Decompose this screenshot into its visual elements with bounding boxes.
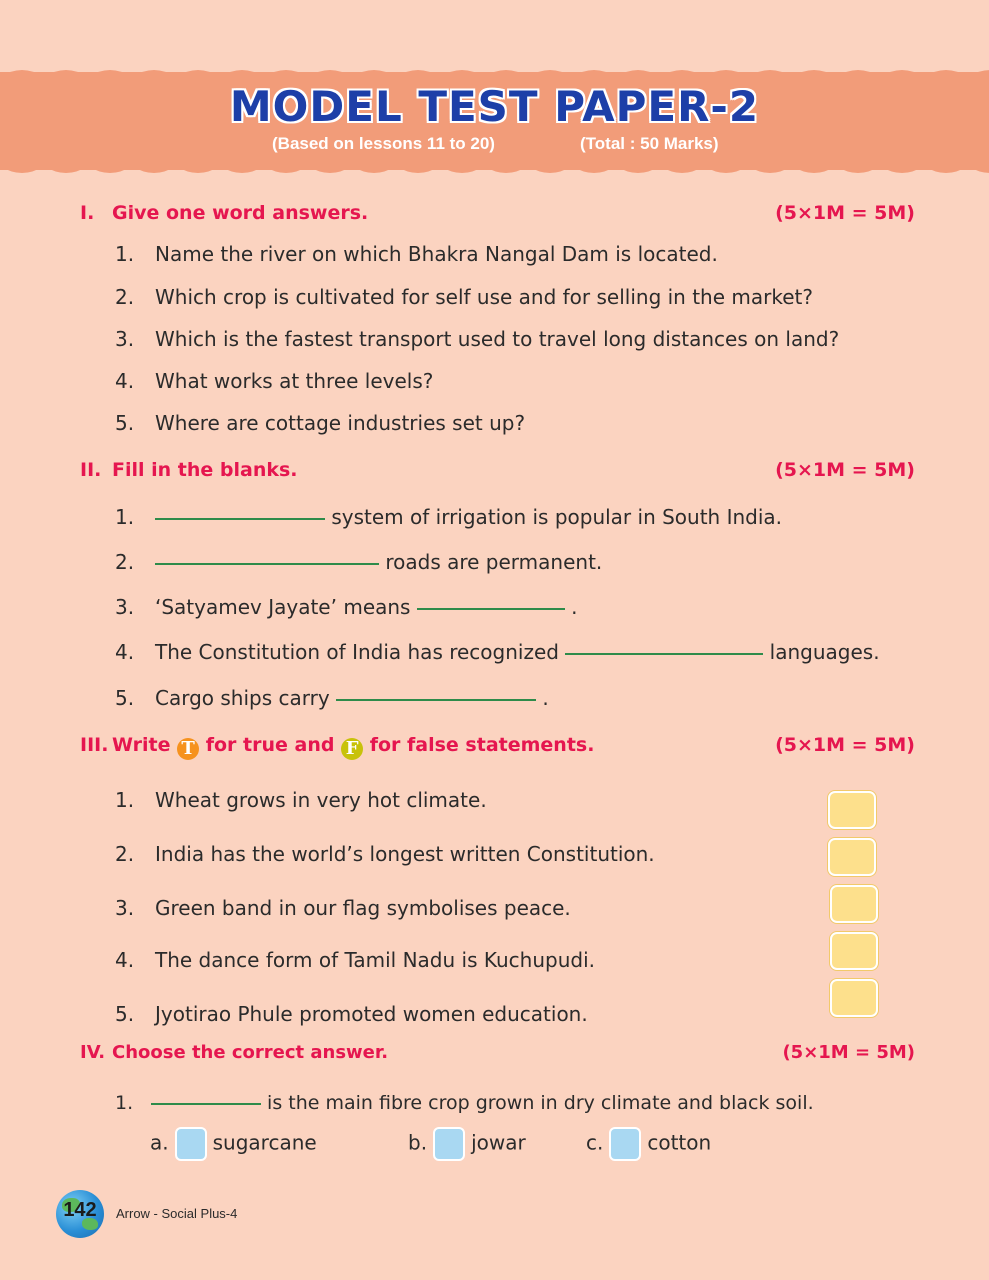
question-number: 1. [115, 1092, 134, 1114]
question-text: Jyotirao Phule promoted women education. [155, 1002, 588, 1026]
option-text: jowar [471, 1130, 526, 1155]
question-4-1 [115, 1092, 814, 1114]
question-2-3 [115, 595, 578, 619]
question-text-after: . [564, 595, 578, 619]
option-b[interactable] [408, 1127, 526, 1161]
question-number: 3. [115, 327, 135, 351]
section-number: II. [80, 459, 102, 481]
section-4-marks: (5×1M = 5M) [782, 1042, 915, 1063]
answer-box-5[interactable] [830, 979, 878, 1017]
total-marks: (Total : 50 Marks) [580, 134, 719, 153]
banner-scallop-bottom [0, 166, 989, 176]
answer-blank[interactable] [417, 607, 565, 610]
question-text-after: languages. [763, 640, 880, 664]
option-letter: b. [408, 1130, 428, 1155]
question-text: Which is the fastest transport used to travel long distances on land? [155, 327, 840, 351]
answer-blank[interactable] [155, 562, 379, 565]
answer-box-4[interactable] [830, 932, 878, 970]
question-number: 4. [115, 369, 135, 393]
question-1-2 [115, 285, 813, 309]
section-1-heading [80, 202, 368, 224]
question-1-5 [115, 411, 525, 435]
page-title: MODEL TEST PAPER-2 [229, 82, 760, 131]
question-text: Which crop is cultivated for self use and for selling in the market? [155, 285, 813, 309]
answer-blank[interactable] [336, 698, 536, 701]
question-3-1 [115, 788, 487, 812]
answer-blank[interactable] [565, 652, 763, 655]
answer-blank[interactable] [151, 1102, 261, 1105]
section-3-marks: (5×1M = 5M) [775, 734, 915, 756]
false-letter-icon: F [341, 738, 363, 760]
question-2-1 [115, 505, 782, 529]
question-text: Name the river on which Bhakra Nangal Dam is located. [155, 242, 718, 266]
page-number: 142 [63, 1199, 97, 1221]
question-3-2 [115, 842, 655, 866]
option-checkbox[interactable] [175, 1127, 207, 1161]
question-text: is the main fibre crop grown in dry climate and black soil. [261, 1092, 814, 1114]
option-a[interactable] [150, 1127, 317, 1161]
answer-blank[interactable] [155, 517, 325, 520]
question-number: 1. [115, 505, 135, 529]
question-text: Green band in our flag symbolises peace. [155, 896, 571, 920]
section-title: Choose the correct answer. [112, 1042, 389, 1063]
section-title-part: for true and [205, 734, 335, 756]
question-text-before: Cargo ships carry [155, 686, 337, 710]
question-text: The dance form of Tamil Nadu is Kuchupudi. [155, 948, 595, 972]
question-number: 3. [115, 595, 135, 619]
question-1-4 [115, 369, 433, 393]
question-2-5 [115, 686, 549, 710]
question-number: 3. [115, 896, 135, 920]
section-number: III. [80, 734, 109, 756]
question-number: 1. [115, 788, 135, 812]
question-number: 5. [115, 411, 135, 435]
option-checkbox[interactable] [609, 1127, 641, 1161]
question-number: 5. [115, 686, 135, 710]
question-number: 4. [115, 948, 135, 972]
section-number: IV. [80, 1042, 106, 1063]
question-number: 1. [115, 242, 135, 266]
question-text: Wheat grows in very hot climate. [155, 788, 487, 812]
section-number: I. [80, 202, 95, 224]
section-title-part: for false statements. [369, 734, 595, 756]
option-text: cotton [647, 1130, 712, 1155]
option-letter: c. [586, 1130, 604, 1155]
answer-box-1[interactable] [828, 791, 876, 829]
question-text: What works at three levels? [155, 369, 434, 393]
banner-scallop-top [0, 67, 989, 77]
question-number: 2. [115, 285, 135, 309]
question-3-3 [115, 896, 571, 920]
section-2-marks: (5×1M = 5M) [775, 459, 915, 481]
question-3-4 [115, 948, 595, 972]
option-checkbox[interactable] [433, 1127, 465, 1161]
question-1-3 [115, 327, 839, 351]
question-3-5 [115, 1002, 588, 1026]
question-number: 2. [115, 842, 135, 866]
question-text: India has the world’s longest written Constitution. [155, 842, 655, 866]
section-4-heading [80, 1042, 388, 1063]
section-2-heading [80, 459, 298, 481]
option-letter: a. [150, 1130, 169, 1155]
option-text: sugarcane [212, 1130, 317, 1155]
section-title: Fill in the blanks. [112, 459, 298, 481]
question-1-1 [115, 242, 718, 266]
question-text-after: . [536, 686, 549, 710]
section-3-heading [80, 734, 594, 760]
section-title-part: Write [112, 734, 171, 756]
question-text: Where are cottage industries set up? [155, 411, 526, 435]
book-title: Arrow - Social Plus-4 [116, 1206, 238, 1221]
question-text-after: roads are permanent. [379, 550, 603, 574]
answer-box-3[interactable] [830, 885, 878, 923]
true-letter-icon: T [177, 738, 199, 760]
question-number: 4. [115, 640, 135, 664]
based-on-lessons: (Based on lessons 11 to 20) [272, 134, 495, 153]
question-text-after: system of irrigation is popular in South India. [325, 505, 783, 529]
answer-box-2[interactable] [828, 838, 876, 876]
question-2-4 [115, 640, 880, 664]
section-title: Give one word answers. [112, 202, 369, 224]
question-number: 2. [115, 550, 135, 574]
question-text-before: ‘Satyamev Jayate’ means [155, 595, 417, 619]
question-number: 5. [115, 1002, 135, 1026]
question-text-before: The Constitution of India has recognized [155, 640, 566, 664]
option-c[interactable] [586, 1127, 711, 1161]
section-1-marks: (5×1M = 5M) [775, 202, 915, 224]
question-2-2 [115, 550, 602, 574]
